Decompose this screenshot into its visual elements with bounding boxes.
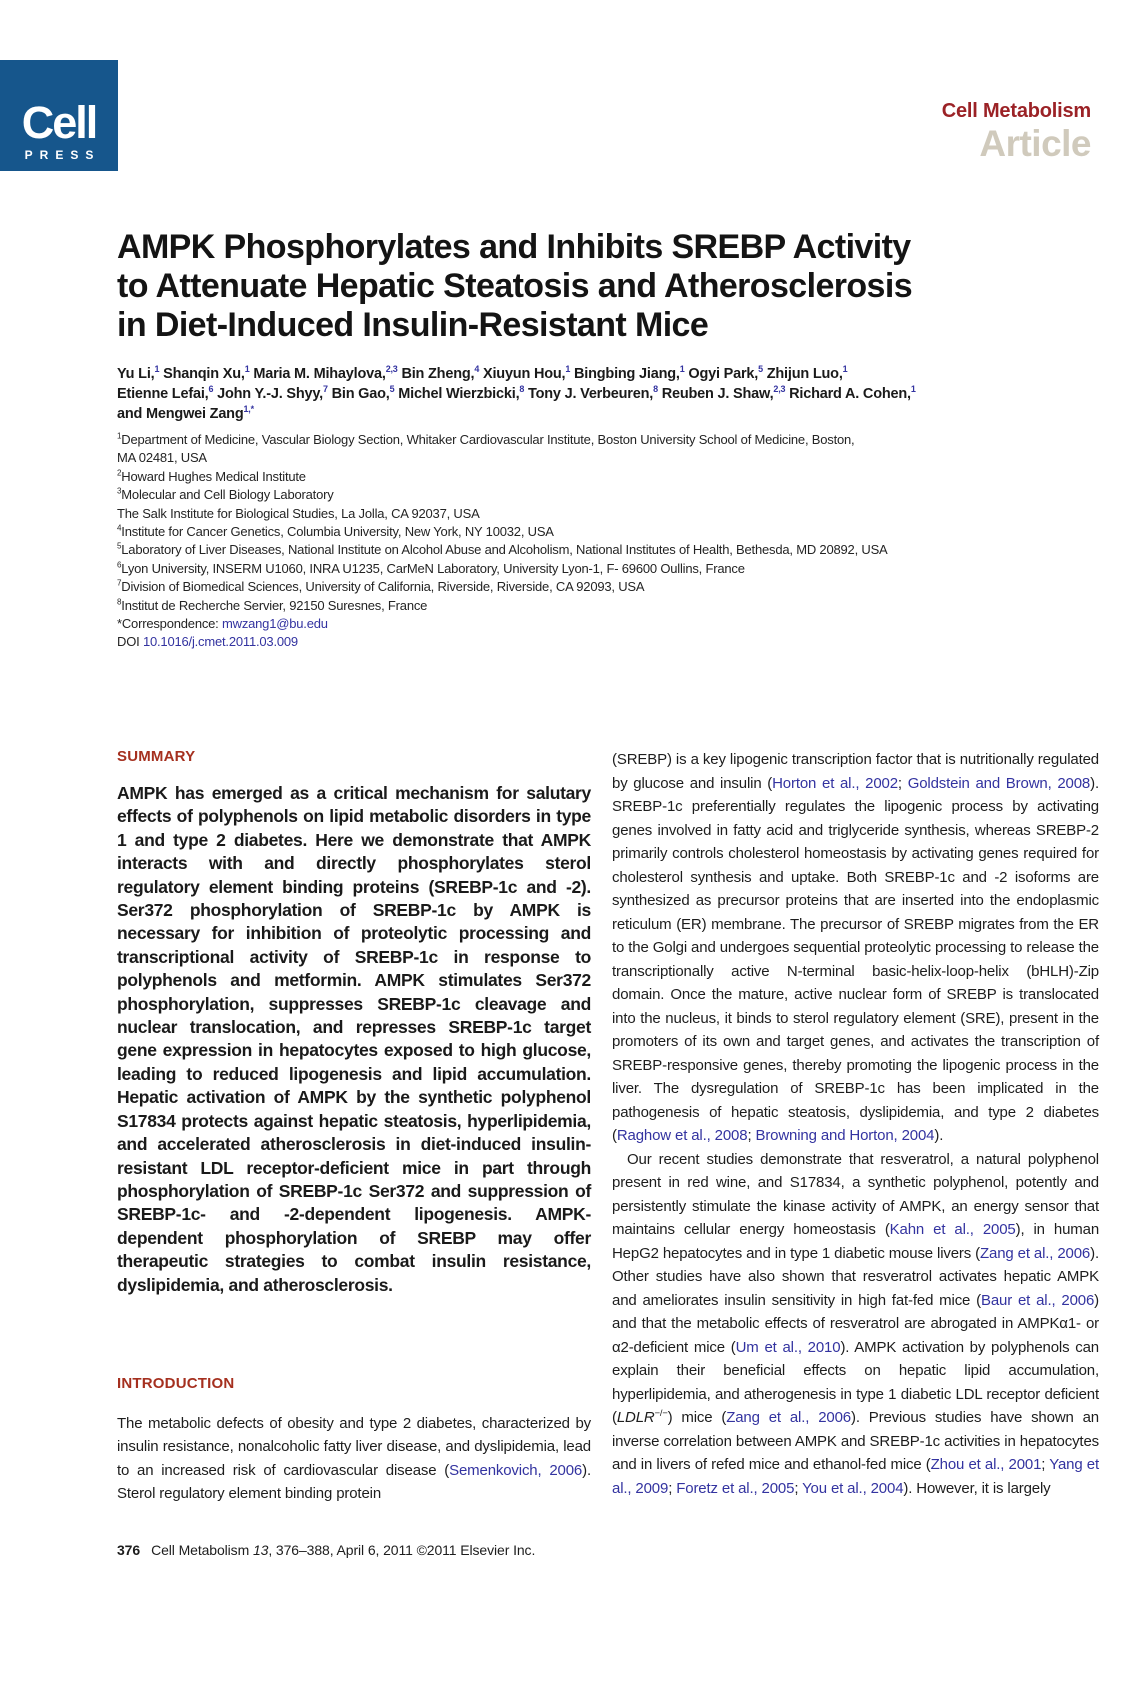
text-segment: 5	[117, 542, 122, 552]
article-title-line: AMPK Phosphorylates and Inhibits SREBP Activity	[117, 228, 911, 266]
text-segment: The metabolic defects of obesity and type 2 diabetes, characterized by insulin resistance, nonalcoholic fatty liver disease, and dyslipidemia, lead to an increased risk of cardiovascular disease (	[117, 1414, 591, 1479]
cell-press-logo-brand: Cell	[21, 97, 97, 148]
affiliation-list	[117, 431, 1102, 652]
citation-link[interactable]: Browning and Horton, 2004	[755, 1127, 935, 1144]
title-block	[117, 228, 1102, 652]
text-segment: 1	[154, 364, 160, 375]
email-link[interactable]: mwzang1@bu.edu	[222, 616, 328, 632]
citation-link[interactable]: Horton et al., 2002	[772, 774, 898, 792]
left-column	[117, 748, 591, 1506]
text-segment: 7	[117, 578, 122, 588]
text-segment: 5	[758, 364, 763, 375]
text-segment: Laboratory of Liver Diseases, National Institute on Alcohol Abuse and Alcoholism, National Institutes of Health, Bethesda, MD 20892, USA	[121, 542, 888, 558]
text-segment: 2	[117, 468, 122, 478]
text-segment: , 376–388, April 6, 2011 ©2011 Elsevier Inc.	[268, 1542, 536, 1558]
text-segment: ). Sterol regulatory element binding protein	[117, 1461, 591, 1503]
text-segment: 1	[244, 364, 250, 375]
masthead	[942, 100, 1091, 162]
text-segment: ). Previous studies have shown an inverse correlation between AMPK and SREBP-1c activities in hepatocytes and in livers of refed mice and ethanol-fed mice (	[612, 1409, 1099, 1473]
text-segment: Etienne Lefai,	[117, 386, 209, 402]
text-segment: Ogyi Park,	[684, 366, 759, 382]
text-segment: ) mice (	[667, 1409, 727, 1426]
text-segment: Yu Li,	[117, 366, 155, 382]
text-segment: John Y.-J. Shyy,	[213, 386, 323, 402]
text-segment: Tony J. Verbeuren,	[524, 386, 654, 402]
affiliation-line	[117, 523, 1102, 541]
text-segment: 13	[252, 1542, 269, 1558]
text-segment: ) and that the metabolic effects of resveratrol are abrogated in AMPKα1- or α2-deficient mice (	[612, 1291, 1099, 1356]
text-segment: 3	[117, 486, 122, 496]
article-body	[117, 748, 1099, 1506]
author-line	[117, 404, 1102, 424]
text-segment: Lyon University, INSERM U1060, INRA U1235, CarMeN Laboratory, University Lyon-1, F- 69600 Oullins, France	[121, 560, 745, 576]
citation-link[interactable]: Zang et al., 2006	[726, 1409, 851, 1426]
text-segment: Maria M. Mihaylova,	[249, 366, 386, 382]
text-segment: ;	[1041, 1456, 1050, 1473]
text-segment: ). SREBP-1c preferentially regulates the lipogenic process by activating genes involved in fatty acid and triglyceride synthesis, whereas SREBP-2 primarily controls cholesterol homeostasis by activating genes required for cholesterol synthesis and uptake. Both SREBP-1c and -2 isoforms are synthesized as precursor proteins that are inserted into the endoplasmic reticulum (ER) membrane. The precursor of SREBP migrates from the ER to the Golgi and undergoes sequential proteolytic processing to release the transcriptionally active N-terminal basic-helix-loop-helix (bHLH)-Zip domain. Once the mature, active nuclear form of SREBP is translocated into the nucleus, it binds to sterol regulatory element (SRE), present in the promoters of its own and target genes, and activates the transcription of SREBP-responsive genes, thereby promoting the lipogenic process in the liver. The dysregulation of SREBP-1c has been implicated in the pathogenesis of hepatic steatosis, dyslipidemia, and type 2 diabetes (	[612, 774, 1099, 1144]
article-title	[117, 228, 1102, 345]
text-segment: ). AMPK activation by polyphenols can explain their beneficial effects on hepatic lipid accumulation, hyperlipidemia, and atherogenesis in type 1 diabetic LDL receptor deficient (	[612, 1338, 1099, 1426]
text-segment: LDLR	[616, 1409, 655, 1426]
affiliation-line	[117, 431, 1102, 449]
citation-link[interactable]: Foretz et al., 2005	[676, 1479, 795, 1497]
text-segment: DOI	[117, 634, 143, 650]
page-footer	[117, 1542, 535, 1558]
text-segment: Zhijun Luo,	[762, 366, 843, 382]
text-segment: 1	[842, 364, 848, 375]
affiliation-line	[117, 578, 1102, 596]
text-segment: 7	[322, 384, 328, 395]
article-title-line: in Diet-Induced Insulin-Resistant Mice	[117, 306, 709, 344]
affiliation-line	[117, 486, 1102, 504]
affiliation-line	[117, 505, 1102, 523]
text-segment: 1	[565, 364, 571, 375]
text-segment: ;	[897, 774, 908, 792]
text-segment: 4	[117, 523, 122, 533]
citation-link[interactable]: Goldstein and Brown, 2008	[907, 774, 1091, 792]
text-segment: 1	[117, 431, 122, 441]
affiliation-line	[117, 541, 1102, 559]
summary-text	[117, 782, 591, 1297]
text-segment: The Salk Institute for Biological Studies, La Jolla, CA 92037, USA	[117, 505, 480, 521]
body-paragraph	[612, 1148, 1099, 1501]
text-segment: Reuben J. Shaw,	[657, 386, 774, 402]
text-segment: ).	[934, 1127, 944, 1144]
text-segment: *Correspondence:	[117, 616, 222, 632]
text-segment: Bin Gao,	[327, 386, 390, 402]
text-segment: ). However, it is largely	[903, 1479, 1051, 1497]
introduction-text	[117, 1412, 591, 1506]
text-segment: and Mengwei Zang	[117, 406, 244, 422]
text-segment: 8	[117, 597, 122, 607]
article-type-label: Article	[979, 123, 1091, 164]
journal-name: Cell Metabolism	[941, 100, 1091, 122]
text-segment: ). Other studies have also shown that resveratrol activates hepatic AMPK and ameliorates insulin sensitivity in high fat-fed mice (	[612, 1244, 1099, 1309]
author-line	[117, 364, 1102, 384]
text-segment: Department of Medicine, Vascular Biology Section, Whitaker Cardiovascular Institute, Boston University School of Medicine, Boston,	[121, 432, 855, 447]
text-segment: Institute for Cancer Genetics, Columbia University, New York, NY 10032, USA	[121, 524, 554, 540]
text-segment: Howard Hughes Medical Institute	[121, 468, 306, 484]
text-segment: Richard A. Cohen,	[785, 386, 911, 402]
text-segment: 8	[653, 384, 658, 395]
text-segment: 1	[679, 364, 685, 375]
text-segment: Cell Metabolism	[151, 1542, 253, 1558]
citation-link[interactable]: Zhou et al., 2001	[930, 1456, 1042, 1473]
introduction-heading: INTRODUCTION	[117, 1374, 235, 1392]
text-segment: ;	[668, 1479, 677, 1497]
citation-link[interactable]: Zang et al., 2006	[980, 1244, 1091, 1262]
page-number: 376	[117, 1542, 141, 1558]
text-segment: 2,3	[773, 384, 786, 395]
text-segment: 5	[389, 384, 395, 395]
text-segment: 8	[519, 384, 525, 395]
citation-link[interactable]: Yang et al., 2009	[612, 1456, 1099, 1497]
text-segment: ), in human HepG2 hepatocytes and in type 1 diabetic mouse livers (	[612, 1221, 1100, 1262]
text-segment: MA 02481, USA	[117, 450, 207, 466]
affiliation-line	[117, 597, 1102, 615]
cell-press-logo	[0, 60, 118, 171]
text-segment: Shanqin Xu,	[159, 366, 245, 382]
doi-link[interactable]: 10.1016/j.cmet.2011.03.009	[142, 634, 298, 650]
text-segment: Bingbing Jiang,	[570, 366, 680, 382]
text-segment: 6	[117, 560, 122, 570]
text-segment: Institut de Recherche Servier, 92150 Suresnes, France	[121, 597, 428, 613]
citation-link[interactable]: Um et al., 2010	[735, 1338, 841, 1356]
affiliation-line	[117, 560, 1102, 578]
citation-link[interactable]: Kahn et al., 2005	[889, 1221, 1016, 1238]
affiliation-line	[117, 468, 1102, 486]
affiliation-line	[117, 633, 1102, 651]
article-title-line: to Attenuate Hepatic Steatosis and Atherosclerosis	[117, 267, 913, 305]
author-list	[117, 364, 1102, 424]
text-segment: 1,*	[243, 404, 254, 415]
text-segment: AMPK has emerged as a critical mechanism for salutary effects of polyphenols on lipid metabolic disorders in type 1 and type 2 diabetes. Here we demonstrate that AMPK interacts with and directly phosphorylates sterol regulatory element binding proteins (SREBP-1c and -2). Ser372 phosphorylation of SREBP-1c by AMPK is necessary for inhibition of proteolytic processing and transcriptional activity of SREBP-1c in response to polyphenols and metformin. AMPK stimulates Ser372 phosphorylation, suppresses SREBP-1c cleavage and nuclear translocation, and represses SREBP-1c target gene expression in hepatocytes exposed to high glucose, leading to reduced lipogenesis and lipid accumulation. Hepatic activation of AMPK by the synthetic polyphenol S17834 protects against hepatic steatosis, hyperlipidemia, and accelerated atherosclerosis in diet-induced insulin-resistant LDL receptor-deficient mice in part through phosphorylation of SREBP-1c Ser372 and suppression of SREBP-1c- and -2-dependent lipogenesis. AMPK-dependent phosphorylation of SREBP may offer therapeutic strategies to combat insulin resistance, dyslipidemia, and atherosclerosis.	[117, 783, 591, 1295]
right-column	[612, 748, 1099, 1506]
text-segment: Our recent studies demonstrate that resveratrol, a natural polyphenol present in red wine, and S17834, a synthetic polyphenol, potently and persistently stimulate the kinase activity of AMPK, an energy sensor that maintains cellular energy homeostasis (	[612, 1150, 1099, 1238]
text-segment: Xiuyun Hou,	[479, 366, 566, 382]
text-segment: Molecular and Cell Biology Laboratory	[121, 487, 334, 503]
author-line	[117, 384, 1102, 404]
affiliation-line	[117, 615, 1102, 633]
citation-link[interactable]: Baur et al., 2006	[980, 1291, 1095, 1309]
cell-press-logo-sub: PRESS	[24, 148, 101, 162]
affiliation-line	[117, 449, 1102, 467]
citation-link[interactable]: Semenkovich, 2006	[449, 1461, 583, 1479]
citation-link[interactable]: You et al., 2004	[802, 1479, 904, 1497]
text-segment: 1	[910, 384, 916, 395]
text-segment: Division of Biomedical Sciences, University of California, Riverside, Riverside, CA 92093, USA	[121, 579, 645, 595]
text-segment: ;	[794, 1479, 803, 1497]
body-paragraph	[612, 748, 1099, 1148]
text-segment: 6	[208, 384, 214, 395]
text-segment: (SREBP) is a key lipogenic transcription factor that is nutritionally regulated by glucose and insulin (	[612, 751, 1099, 792]
summary-heading: SUMMARY	[117, 748, 196, 765]
text-segment: 4	[474, 364, 480, 375]
text-segment: Michel Wierzbicki,	[394, 386, 520, 402]
text-segment: ;	[747, 1127, 756, 1144]
citation-link[interactable]: Raghow et al., 2008	[616, 1127, 748, 1144]
text-segment: 2,3	[385, 364, 398, 375]
text-segment: −/−	[654, 1408, 668, 1418]
text-segment: Bin Zheng,	[397, 366, 475, 382]
